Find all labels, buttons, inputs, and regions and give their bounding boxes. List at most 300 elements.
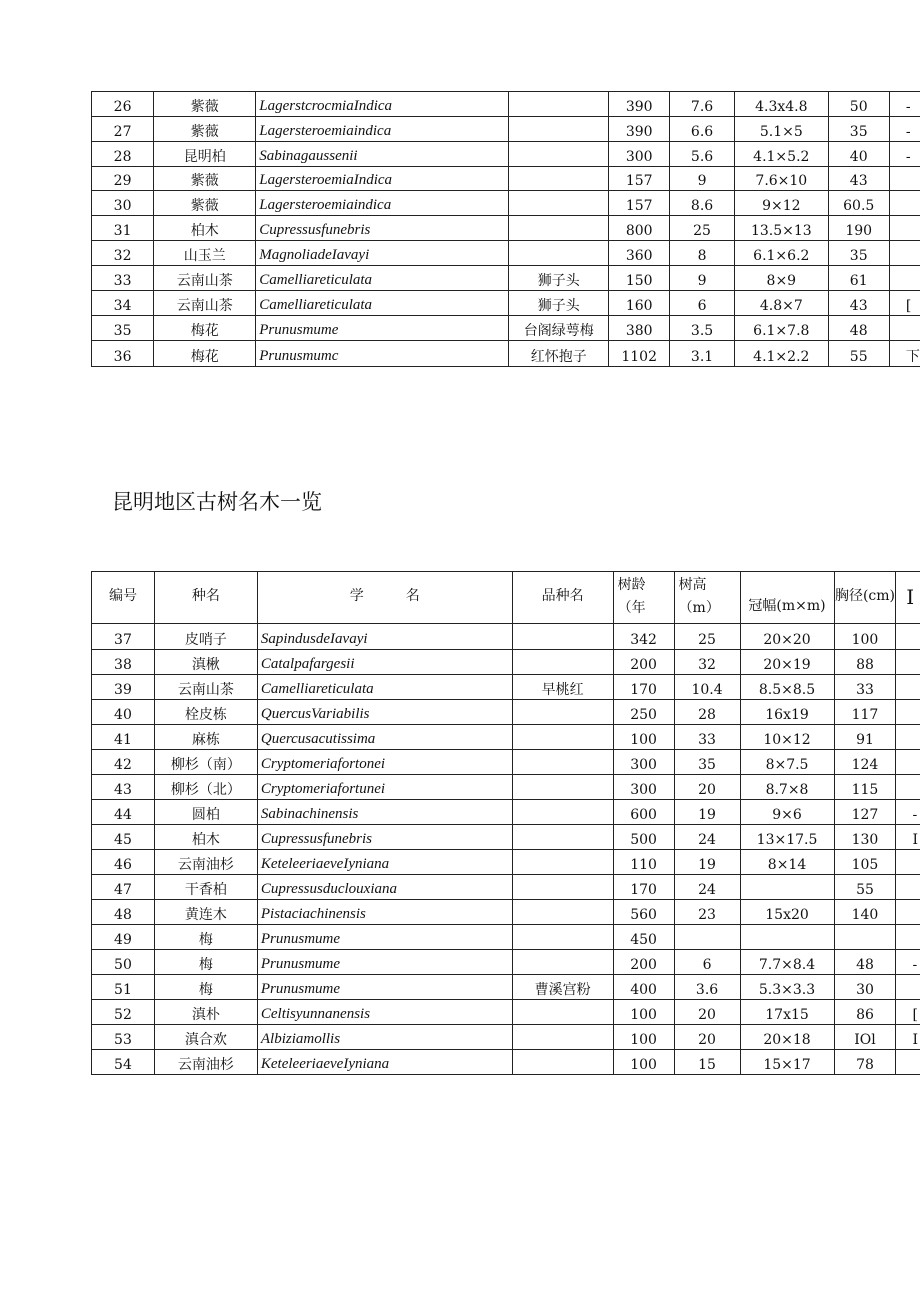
table-row <box>92 241 920 266</box>
table-row <box>92 191 920 216</box>
ancient-tree-table-part2 <box>91 571 920 1075</box>
cell-number: 54 <box>92 1050 155 1075</box>
cell-dbh: 190 <box>828 216 889 241</box>
cell-scientific-name: Albiziamollis <box>257 1025 512 1050</box>
cell-age: 157 <box>609 191 670 216</box>
cell-cultivar: 曹溪宫粉 <box>512 975 613 1000</box>
cell-number: 26 <box>92 92 154 117</box>
cell-extra <box>889 316 920 341</box>
cell-height: 20 <box>674 1000 740 1025</box>
cell-age: 600 <box>613 800 674 825</box>
cell-scientific-name: Quercusacutissima <box>257 725 512 750</box>
cell-height: 33 <box>674 725 740 750</box>
cell-extra <box>896 975 920 1000</box>
cell-height: 5.6 <box>669 142 734 167</box>
cell-height: 7.6 <box>669 92 734 117</box>
cell-age: 300 <box>613 750 674 775</box>
cell-extra <box>896 725 920 750</box>
cell-extra <box>896 700 920 725</box>
header-dbh <box>834 572 896 624</box>
cell-dbh: 78 <box>834 1050 896 1075</box>
cell-scientific-name: Lagersteroemiaindica <box>256 191 509 216</box>
cell-scientific-name: Cryptomeriafortunei <box>257 775 512 800</box>
cell-age: 500 <box>613 825 674 850</box>
cell-number: 34 <box>92 291 154 316</box>
cell-crown: 20×19 <box>740 650 834 675</box>
table-row <box>92 117 920 142</box>
cell-species-name: 梅 <box>154 950 257 975</box>
cell-extra: - <box>889 92 920 117</box>
cell-extra <box>889 191 920 216</box>
cell-height: 19 <box>674 800 740 825</box>
cell-age: 300 <box>613 775 674 800</box>
cell-number: 53 <box>92 1025 155 1050</box>
header-age-label: 树龄（年 <box>617 577 646 616</box>
cell-crown: 20×20 <box>740 624 834 650</box>
cell-age: 100 <box>613 1025 674 1050</box>
cell-crown: 13×17.5 <box>740 825 834 850</box>
cell-extra: I <box>896 825 920 850</box>
cell-scientific-name: Prunusmume <box>257 950 512 975</box>
cell-number: 48 <box>92 900 155 925</box>
cell-species-name: 滇楸 <box>154 650 257 675</box>
cell-age: 170 <box>613 875 674 900</box>
cell-extra: - <box>889 117 920 142</box>
cell-extra <box>896 650 920 675</box>
table-row <box>92 1000 920 1025</box>
cell-dbh: 91 <box>834 725 896 750</box>
cell-age: 200 <box>613 950 674 975</box>
table2-header <box>92 572 920 624</box>
cell-cultivar <box>509 167 609 191</box>
cell-age: 170 <box>613 675 674 700</box>
cell-cultivar: 台阁绿萼梅 <box>509 316 609 341</box>
cell-species-name: 滇朴 <box>154 1000 257 1025</box>
cell-extra: 下 <box>889 341 920 367</box>
cell-cultivar: 红怀抱子 <box>509 341 609 367</box>
cell-crown: 17x15 <box>740 1000 834 1025</box>
cell-cultivar <box>512 775 613 800</box>
cell-species-name: 滇合欢 <box>154 1025 257 1050</box>
cell-species-name: 云南山茶 <box>154 266 256 291</box>
cell-height: 24 <box>674 825 740 850</box>
cell-crown: 5.1×5 <box>735 117 828 142</box>
header-sci: 学 名 <box>257 572 512 624</box>
cell-cultivar <box>509 117 609 142</box>
header-extra: I <box>896 572 920 624</box>
cell-dbh: 35 <box>828 117 889 142</box>
cell-cultivar: 狮子头 <box>509 291 609 316</box>
cell-species-name: 梅 <box>154 975 257 1000</box>
cell-crown: 8.5×8.5 <box>740 675 834 700</box>
table-row <box>92 650 920 675</box>
cell-extra <box>889 167 920 191</box>
cell-extra <box>896 850 920 875</box>
cell-number: 36 <box>92 341 154 367</box>
cell-scientific-name: KeteleeriaeveIyniana <box>257 850 512 875</box>
cell-dbh: 127 <box>834 800 896 825</box>
cell-height: 23 <box>674 900 740 925</box>
cell-cultivar <box>509 216 609 241</box>
cell-number: 50 <box>92 950 155 975</box>
header-height <box>674 572 740 624</box>
cell-species-name: 柳杉（南） <box>154 750 257 775</box>
cell-crown: 9×6 <box>740 800 834 825</box>
cell-scientific-name: Cupressusduclouxiana <box>257 875 512 900</box>
cell-number: 27 <box>92 117 154 142</box>
cell-crown: 15x20 <box>740 900 834 925</box>
cell-cultivar <box>512 800 613 825</box>
table-row <box>92 92 920 117</box>
cell-scientific-name: LagersteroemiaIndica <box>256 167 509 191</box>
cell-scientific-name: Cupressusfunebris <box>256 216 509 241</box>
table-row <box>92 291 920 316</box>
cell-cultivar <box>509 241 609 266</box>
header-height-label: 树高（m） <box>678 577 720 616</box>
cell-species-name: 梅花 <box>154 316 256 341</box>
cell-age: 360 <box>609 241 670 266</box>
header-dbh-label: 胸径(cm) <box>834 587 895 604</box>
cell-dbh: 124 <box>834 750 896 775</box>
cell-age: 160 <box>609 291 670 316</box>
cell-height: 20 <box>674 775 740 800</box>
cell-age: 800 <box>609 216 670 241</box>
cell-age: 157 <box>609 167 670 191</box>
cell-extra <box>889 216 920 241</box>
cell-species-name: 黄连木 <box>154 900 257 925</box>
cell-age: 450 <box>613 925 674 950</box>
cell-height: 6.6 <box>669 117 734 142</box>
cell-height: 6 <box>674 950 740 975</box>
cell-extra <box>889 266 920 291</box>
cell-height: 8 <box>669 241 734 266</box>
cell-number: 49 <box>92 925 155 950</box>
table-row <box>92 825 920 850</box>
table-row <box>92 316 920 341</box>
cell-species-name: 栓皮栋 <box>154 700 257 725</box>
cell-cultivar <box>512 624 613 650</box>
ancient-tree-table-part1 <box>91 91 920 367</box>
cell-age: 390 <box>609 117 670 142</box>
cell-dbh: 30 <box>834 975 896 1000</box>
cell-age: 200 <box>613 650 674 675</box>
cell-extra <box>896 1050 920 1075</box>
cell-extra: - <box>889 142 920 167</box>
cell-age: 560 <box>613 900 674 925</box>
cell-scientific-name: Camelliareticulata <box>256 291 509 316</box>
cell-extra: - <box>896 800 920 825</box>
cell-scientific-name: Prunusmume <box>256 316 509 341</box>
cell-extra <box>896 875 920 900</box>
cell-cultivar <box>512 875 613 900</box>
cell-extra: [ <box>896 1000 920 1025</box>
cell-dbh: 43 <box>828 167 889 191</box>
cell-extra: [ <box>889 291 920 316</box>
cell-height: 9 <box>669 167 734 191</box>
table-row <box>92 950 920 975</box>
cell-number: 39 <box>92 675 155 700</box>
cell-height: 32 <box>674 650 740 675</box>
cell-extra: - <box>896 950 920 975</box>
table-row <box>92 875 920 900</box>
cell-species-name: 云南山茶 <box>154 291 256 316</box>
table-row <box>92 975 920 1000</box>
cell-extra <box>896 750 920 775</box>
cell-cultivar: 早桃红 <box>512 675 613 700</box>
cell-number: 45 <box>92 825 155 850</box>
cell-dbh: 100 <box>834 624 896 650</box>
cell-height: 6 <box>669 291 734 316</box>
cell-cultivar <box>509 191 609 216</box>
table2-body <box>92 624 920 1075</box>
cell-scientific-name: QuercusVariabilis <box>257 700 512 725</box>
cell-scientific-name: Cupressusfunebris <box>257 825 512 850</box>
cell-crown: 15×17 <box>740 1050 834 1075</box>
cell-number: 44 <box>92 800 155 825</box>
cell-height: 3.5 <box>669 316 734 341</box>
cell-dbh: 61 <box>828 266 889 291</box>
cell-cultivar <box>512 1025 613 1050</box>
cell-crown: 8.7×8 <box>740 775 834 800</box>
cell-dbh: 48 <box>828 316 889 341</box>
cell-species-name: 梅花 <box>154 341 256 367</box>
cell-height: 3.1 <box>669 341 734 367</box>
cell-species-name: 麻栋 <box>154 725 257 750</box>
cell-extra <box>896 900 920 925</box>
cell-species-name: 云南油杉 <box>154 1050 257 1075</box>
cell-age: 100 <box>613 1000 674 1025</box>
cell-age: 400 <box>613 975 674 1000</box>
cell-height: 9 <box>669 266 734 291</box>
cell-species-name: 紫薇 <box>154 117 256 142</box>
cell-crown: 4.1×5.2 <box>735 142 828 167</box>
cell-crown: 7.7×8.4 <box>740 950 834 975</box>
cell-scientific-name: KeteleeriaeveIyniana <box>257 1050 512 1075</box>
cell-crown: 5.3×3.3 <box>740 975 834 1000</box>
cell-extra <box>896 925 920 950</box>
cell-age: 110 <box>613 850 674 875</box>
cell-cultivar <box>512 900 613 925</box>
cell-crown: 13.5×13 <box>735 216 828 241</box>
cell-cultivar <box>509 92 609 117</box>
cell-dbh: 60.5 <box>828 191 889 216</box>
cell-height: 28 <box>674 700 740 725</box>
cell-height: 25 <box>674 624 740 650</box>
cell-cultivar <box>512 650 613 675</box>
cell-dbh: 33 <box>834 675 896 700</box>
cell-cultivar <box>512 825 613 850</box>
cell-number: 51 <box>92 975 155 1000</box>
table-row <box>92 925 920 950</box>
cell-species-name: 云南山茶 <box>154 675 257 700</box>
header-no: 编号 <box>92 572 155 624</box>
cell-height: 20 <box>674 1025 740 1050</box>
table-row <box>92 675 920 700</box>
cell-species-name: 紫薇 <box>154 167 256 191</box>
cell-height: 19 <box>674 850 740 875</box>
cell-scientific-name: Lagersteroemiaindica <box>256 117 509 142</box>
cell-dbh: 130 <box>834 825 896 850</box>
cell-number: 32 <box>92 241 154 266</box>
table-row <box>92 700 920 725</box>
table-row <box>92 800 920 825</box>
cell-species-name: 皮哨子 <box>154 624 257 650</box>
cell-crown: 8×14 <box>740 850 834 875</box>
cell-extra: I <box>896 1025 920 1050</box>
cell-dbh: 48 <box>834 950 896 975</box>
cell-scientific-name: SapindusdeIavayi <box>257 624 512 650</box>
cell-number: 52 <box>92 1000 155 1025</box>
cell-species-name: 柳杉（北） <box>154 775 257 800</box>
cell-age: 380 <box>609 316 670 341</box>
cell-scientific-name: Prunusmume <box>257 925 512 950</box>
cell-age: 342 <box>613 624 674 650</box>
cell-crown: 4.3x4.8 <box>735 92 828 117</box>
cell-height: 3.6 <box>674 975 740 1000</box>
cell-number: 40 <box>92 700 155 725</box>
cell-scientific-name: Pistaciachinensis <box>257 900 512 925</box>
cell-extra <box>896 624 920 650</box>
cell-dbh: 43 <box>828 291 889 316</box>
cell-dbh: 50 <box>828 92 889 117</box>
page-title: 昆明地区古树名木一览 <box>112 490 322 514</box>
cell-crown <box>740 925 834 950</box>
cell-age: 300 <box>609 142 670 167</box>
cell-cultivar <box>512 750 613 775</box>
table-row <box>92 1025 920 1050</box>
cell-dbh: IOl <box>834 1025 896 1050</box>
cell-dbh: 35 <box>828 241 889 266</box>
cell-crown: 9×12 <box>735 191 828 216</box>
cell-species-name: 昆明柏 <box>154 142 256 167</box>
cell-species-name: 柏木 <box>154 825 257 850</box>
cell-species-name: 圆柏 <box>154 800 257 825</box>
cell-number: 46 <box>92 850 155 875</box>
cell-height: 8.6 <box>669 191 734 216</box>
table-row <box>92 167 920 191</box>
table-row <box>92 1050 920 1075</box>
header-name: 种名 <box>154 572 257 624</box>
cell-number: 29 <box>92 167 154 191</box>
table-row <box>92 142 920 167</box>
cell-scientific-name: Catalpafargesii <box>257 650 512 675</box>
cell-scientific-name: Celtisyunnanensis <box>257 1000 512 1025</box>
cell-height: 25 <box>669 216 734 241</box>
cell-cultivar <box>512 850 613 875</box>
cell-age: 390 <box>609 92 670 117</box>
cell-scientific-name: Camelliareticulata <box>256 266 509 291</box>
cell-cultivar <box>512 925 613 950</box>
cell-scientific-name: Prunusmumc <box>256 341 509 367</box>
cell-crown: 7.6×10 <box>735 167 828 191</box>
cell-scientific-name: Sabinachinensis <box>257 800 512 825</box>
table-row <box>92 624 920 650</box>
cell-height: 35 <box>674 750 740 775</box>
cell-species-name: 紫薇 <box>154 92 256 117</box>
cell-crown: 6.1×7.8 <box>735 316 828 341</box>
table-row <box>92 341 920 367</box>
cell-dbh: 105 <box>834 850 896 875</box>
header-crown: 冠幅(m×m) <box>740 572 834 624</box>
header-age <box>613 572 674 624</box>
cell-number: 43 <box>92 775 155 800</box>
cell-species-name: 梅 <box>154 925 257 950</box>
cell-crown: 8×9 <box>735 266 828 291</box>
cell-dbh: 55 <box>834 875 896 900</box>
cell-extra <box>896 775 920 800</box>
cell-age: 1102 <box>609 341 670 367</box>
cell-height: 24 <box>674 875 740 900</box>
cell-cultivar <box>509 142 609 167</box>
cell-number: 42 <box>92 750 155 775</box>
table-row <box>92 216 920 241</box>
cell-number: 37 <box>92 624 155 650</box>
cell-height: 15 <box>674 1050 740 1075</box>
cell-cultivar <box>512 1000 613 1025</box>
cell-number: 38 <box>92 650 155 675</box>
cell-dbh: 86 <box>834 1000 896 1025</box>
cell-species-name: 紫薇 <box>154 191 256 216</box>
cell-crown: 10×12 <box>740 725 834 750</box>
cell-cultivar: 狮子头 <box>509 266 609 291</box>
cell-crown: 6.1×6.2 <box>735 241 828 266</box>
table-row <box>92 900 920 925</box>
cell-dbh: 55 <box>828 341 889 367</box>
cell-crown: 20×18 <box>740 1025 834 1050</box>
cell-number: 28 <box>92 142 154 167</box>
cell-age: 100 <box>613 725 674 750</box>
cell-dbh: 88 <box>834 650 896 675</box>
cell-cultivar <box>512 1050 613 1075</box>
cell-number: 41 <box>92 725 155 750</box>
cell-species-name: 云南油杉 <box>154 850 257 875</box>
cell-species-name: 干香柏 <box>154 875 257 900</box>
cell-species-name: 柏木 <box>154 216 256 241</box>
cell-scientific-name: Sabinagaussenii <box>256 142 509 167</box>
cell-number: 31 <box>92 216 154 241</box>
cell-number: 35 <box>92 316 154 341</box>
cell-crown: 4.1×2.2 <box>735 341 828 367</box>
cell-crown: 4.8×7 <box>735 291 828 316</box>
table-row <box>92 750 920 775</box>
table-row <box>92 725 920 750</box>
cell-number: 33 <box>92 266 154 291</box>
cell-scientific-name: MagnoliadeIavayi <box>256 241 509 266</box>
cell-dbh: 117 <box>834 700 896 725</box>
cell-cultivar <box>512 725 613 750</box>
cell-age: 250 <box>613 700 674 725</box>
cell-crown <box>740 875 834 900</box>
cell-number: 30 <box>92 191 154 216</box>
cell-extra <box>889 241 920 266</box>
cell-age: 150 <box>609 266 670 291</box>
cell-species-name: 山玉兰 <box>154 241 256 266</box>
cell-scientific-name: Cryptomeriafortonei <box>257 750 512 775</box>
cell-scientific-name: Prunusmume <box>257 975 512 1000</box>
cell-crown: 16x19 <box>740 700 834 725</box>
table-row <box>92 266 920 291</box>
cell-height <box>674 925 740 950</box>
cell-extra <box>896 675 920 700</box>
table-row <box>92 775 920 800</box>
cell-cultivar <box>512 950 613 975</box>
cell-height: 10.4 <box>674 675 740 700</box>
cell-dbh: 40 <box>828 142 889 167</box>
cell-dbh <box>834 925 896 950</box>
cell-dbh: 115 <box>834 775 896 800</box>
table1-body <box>92 92 920 367</box>
cell-scientific-name: LagerstcrocmiaIndica <box>256 92 509 117</box>
